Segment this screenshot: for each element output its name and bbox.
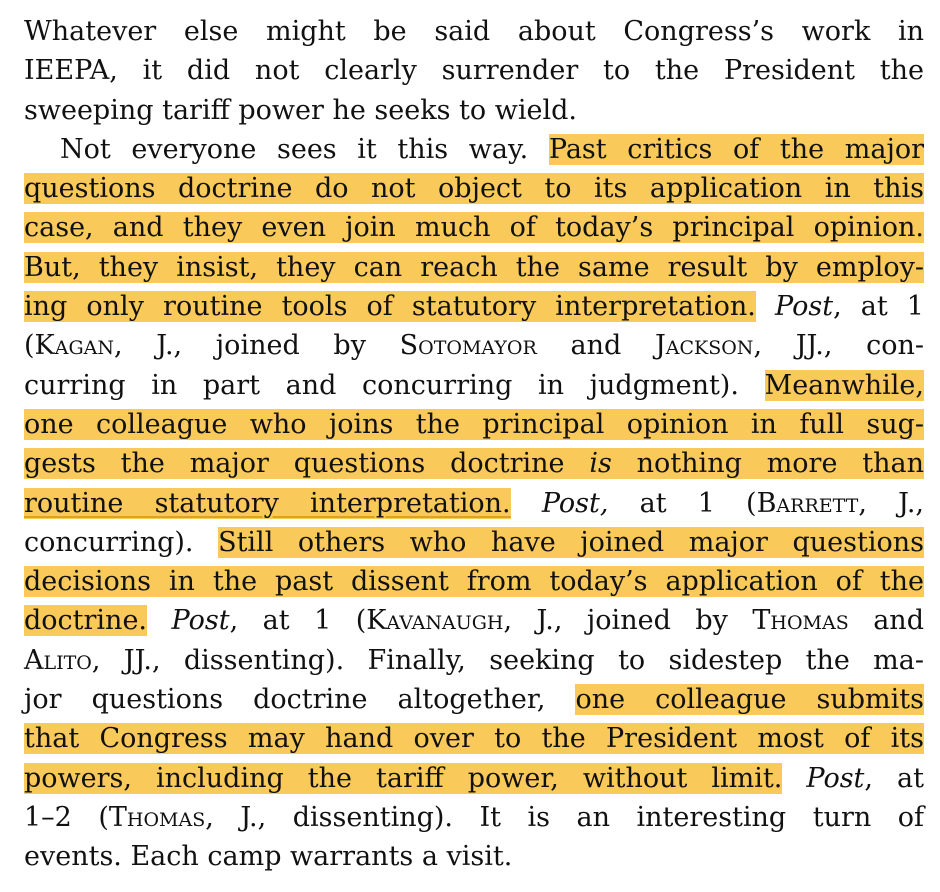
- text-line: [24, 798, 924, 837]
- text-line: [24, 130, 924, 169]
- text-run: Post,: [541, 487, 609, 519]
- highlighted-text: one colleague submits: [575, 684, 924, 716]
- text-run: [756, 291, 775, 322]
- highlighted-text: Still others who have joined major questions: [218, 526, 924, 558]
- text-line: [24, 208, 924, 247]
- justice-name: Kavanaugh: [366, 605, 504, 637]
- text-line: [24, 169, 924, 208]
- text-line: [24, 484, 924, 523]
- highlighted-text: case, and they even join much of today’s principal opinion.: [24, 212, 924, 244]
- highlighted-text: But, they insist, they can reach the same result by employ-: [24, 251, 924, 283]
- text-run: Not everyone sees it this way.: [60, 133, 549, 165]
- text-run: events. Each camp warrants a visit.: [24, 841, 513, 873]
- justice-name: Sotomayor: [399, 330, 537, 362]
- highlighted-text: is: [589, 448, 612, 480]
- text-run: sweeping tariff power he seeks to wield.: [24, 94, 577, 126]
- highlighted-text: one colleague who joins the principal opinion in full sug-: [24, 408, 924, 440]
- text-run: [782, 763, 806, 794]
- highlighted-text: Meanwhile,: [764, 369, 924, 401]
- highlighted-text: powers, including the tariff power, without limit.: [24, 762, 783, 794]
- text-run: , J., joined by: [503, 605, 753, 637]
- text-run: [147, 605, 172, 636]
- text-line: [24, 759, 924, 798]
- text-line: [24, 51, 924, 90]
- highlighted-text: nothing more than: [611, 448, 924, 480]
- text-line: [24, 523, 924, 562]
- text-run: (: [24, 330, 35, 362]
- justice-name: Jackson: [654, 330, 754, 362]
- text-run: at 1 (: [608, 487, 757, 519]
- text-line: [24, 562, 924, 601]
- highlighted-text: routine statutory interpretation.: [24, 487, 511, 519]
- text-run: , J., joined by: [113, 330, 400, 362]
- justice-name: Thomas: [108, 801, 206, 833]
- text-run: , at: [864, 762, 924, 794]
- justice-name: Barrett: [756, 487, 859, 519]
- text-run: curring in part and concurring in judgment).: [24, 369, 765, 401]
- text-line: [24, 641, 924, 680]
- text-run: and: [848, 605, 924, 637]
- highlighted-text: questions doctrine do not object to its application in this: [24, 173, 924, 205]
- justice-name: Kagan: [34, 330, 114, 362]
- text-run: jor questions doctrine altogether,: [24, 684, 576, 716]
- text-line: [24, 405, 924, 444]
- text-run: Post: [775, 291, 834, 323]
- text-line: [24, 719, 924, 758]
- text-run: Whatever else might be said about Congress’s work in: [24, 16, 924, 47]
- highlighted-text: decisions in the past dissent from today’s application of the: [24, 566, 924, 598]
- text-run: , J., dissenting). It is an interesting turn of: [205, 801, 924, 833]
- text-run: , J.,: [858, 487, 924, 519]
- highlighted-text: Past critics of the major: [548, 133, 924, 165]
- highlighted-text: ing only routine tools of statutory interpretation.: [24, 291, 756, 323]
- highlighted-text: doctrine.: [24, 605, 148, 637]
- text-line: [24, 12, 924, 51]
- text-run: Post: [171, 605, 230, 637]
- text-line: [24, 601, 924, 640]
- text-line: [24, 91, 924, 130]
- text-line: [24, 366, 924, 405]
- text-run: and: [536, 330, 655, 362]
- text-line: [24, 287, 924, 326]
- text-run: IEEPA, it did not clearly surrender to the President the: [24, 55, 924, 87]
- text-line: [24, 326, 924, 365]
- justice-name: Thomas: [752, 605, 849, 637]
- text-run: , at 1: [833, 291, 924, 323]
- highlighted-text: that Congress may hand over to the President most of its: [24, 723, 924, 755]
- text-line: [24, 444, 924, 483]
- text-line: [24, 680, 924, 719]
- text-run: [511, 488, 542, 519]
- justice-name: Alito: [24, 644, 92, 676]
- highlighted-text: gests the major questions doctrine: [24, 448, 590, 480]
- text-line: [24, 837, 924, 876]
- text-run: Post: [806, 762, 865, 794]
- text-run: , at 1 (: [229, 605, 367, 637]
- text-run: , JJ., dissenting). Finally, seeking to sidestep the ma-: [91, 644, 924, 676]
- text-run: concurring).: [24, 526, 219, 558]
- text-line: [24, 248, 924, 287]
- text-run: , JJ., con-: [753, 330, 924, 362]
- text-run: 1–2 (: [24, 801, 109, 833]
- opinion-text: [24, 12, 924, 877]
